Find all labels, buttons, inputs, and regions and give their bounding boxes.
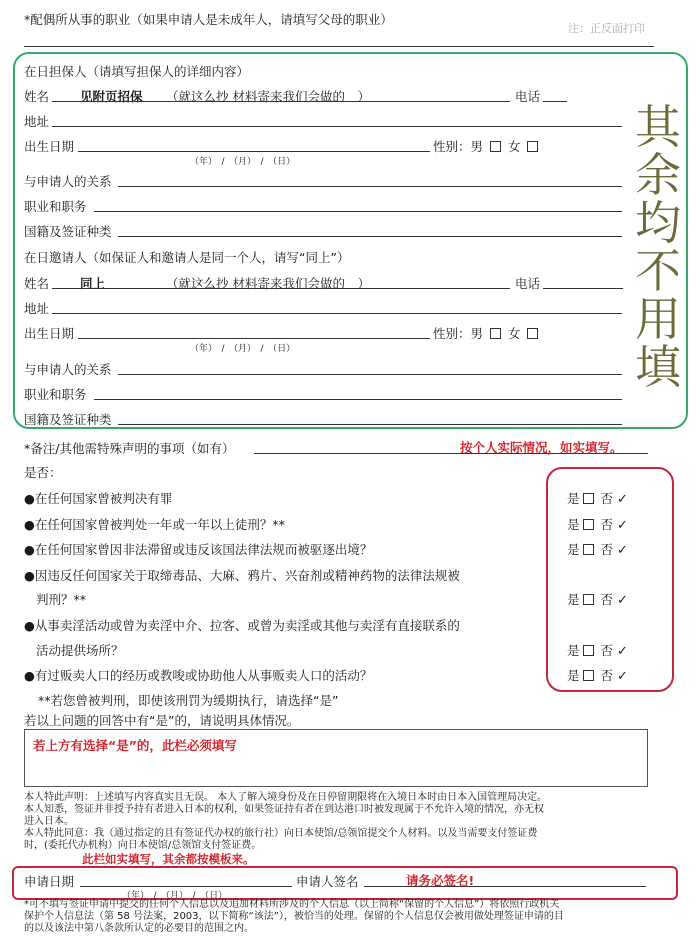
question-1: ●在任何国家曾被判决有罪 <box>24 491 173 506</box>
inviter-birth-date-sub: （年） / （月） / （日） <box>190 344 296 354</box>
suspended-sentence-note: **若您曾被判刑，即使该刑罚为缓期执行，请选择“是” <box>38 693 339 708</box>
side-note-char: 均 <box>635 196 681 250</box>
guarantor-birth-field[interactable] <box>78 151 430 152</box>
explain-note: 若以上问题的回答中有“是”的，请说明具体情况。 <box>24 713 300 728</box>
question-2: ●在任何国家曾被判处一年或一年以上徒刑？** <box>24 517 285 532</box>
gender-female-checkbox[interactable] <box>527 328 538 339</box>
no-check-mark[interactable]: ✓ <box>617 669 628 684</box>
answer-row-5 <box>567 641 628 659</box>
question-4-cont: 判刑？** <box>36 592 87 607</box>
guarantor-title: 在日担保人（请填写担保人的详细内容） <box>24 64 250 79</box>
yes-label: 是 <box>567 643 580 658</box>
guarantor-name-field[interactable] <box>52 101 510 102</box>
declaration-line-1: 本人特此声明：上述填写内容真实且无误。 本人了解入境身份及在日停留期限将在入境日本时由日本入国管理局决定。 <box>24 792 548 803</box>
side-note-char: 填 <box>635 340 681 394</box>
answer-row-3 <box>567 540 628 558</box>
question-4: ●因违反任何国家关于取缔毒品、大麻、鸦片、兴奋剂或精神药物的法律法规被 <box>24 568 460 583</box>
gender-male-label: 性别：男 <box>433 139 484 154</box>
guarantor-phone-label: 电话 <box>515 89 541 104</box>
guarantor-nation-label: 国籍及签证种类 <box>24 224 112 239</box>
guarantor-name-value: 见附页招保 <box>80 89 143 104</box>
no-label: 否 <box>600 491 614 506</box>
inviter-address-field[interactable] <box>52 313 622 314</box>
inviter-relation-label: 与申请人的关系 <box>24 362 112 377</box>
no-label: 否 <box>600 542 614 557</box>
declaration-line-3: 进入日本。 <box>24 816 74 827</box>
explanation-box[interactable] <box>24 729 648 787</box>
inviter-gender-row <box>433 324 541 342</box>
answer-row-2 <box>567 515 628 533</box>
footer-line-2: 保护个人信息法（第 58 号法案，2003，以下简称“该法”），被恰当的处理。保留的个人信息仅会被用做处理签证申请的目 <box>24 911 564 922</box>
no-label: 否 <box>600 517 614 532</box>
inviter-relation-field[interactable] <box>118 374 622 375</box>
inviter-nation-field[interactable] <box>118 424 622 425</box>
applicant-signature-label: 申请人签名 <box>296 874 359 889</box>
no-check-mark[interactable]: ✓ <box>617 593 628 608</box>
guarantor-name-label: 姓名 <box>24 89 50 104</box>
questions-intro: 是否： <box>24 465 62 480</box>
spouse-occupation-field[interactable] <box>24 46 654 47</box>
inviter-job-label: 职业和职务 <box>24 387 87 402</box>
yes-checkbox[interactable] <box>583 594 594 605</box>
side-note-vertical <box>628 100 688 394</box>
inviter-job-field[interactable] <box>94 399 622 400</box>
gender-female-label: 女 <box>507 139 521 154</box>
gender-male-checkbox[interactable] <box>490 328 501 339</box>
declaration-line-4: 本人特此同意：我（通过指定的且有签证代办权的旅行社）向日本使馆/总领馆提交个人材料。以及当需要支付签证费 <box>24 828 538 839</box>
guarantor-address-label: 地址 <box>24 114 50 129</box>
guarantor-gender-row <box>433 137 541 155</box>
yes-checkbox[interactable] <box>583 519 594 530</box>
no-check-mark[interactable]: ✓ <box>617 492 628 507</box>
yes-label: 是 <box>567 542 580 557</box>
application-date-sub: （年） / （月） / （日） <box>122 891 228 901</box>
yes-checkbox[interactable] <box>583 670 594 681</box>
yes-checkbox[interactable] <box>583 645 594 656</box>
yes-label: 是 <box>567 491 580 506</box>
application-date-field[interactable] <box>80 886 292 887</box>
side-note-char: 其 <box>635 100 681 154</box>
application-date-label: 申请日期 <box>24 874 75 889</box>
guarantor-job-field[interactable] <box>94 211 622 212</box>
remarks-label: *备注/其他需特殊声明的事项（如有） <box>24 441 235 456</box>
question-3: ●在任何国家曾因非法滞留或违反该国法律法规而被驱逐出境？ <box>24 542 373 557</box>
answer-row-1 <box>567 489 628 507</box>
yes-label: 是 <box>567 668 580 683</box>
side-note-char: 不 <box>635 244 681 298</box>
yes-checkbox[interactable] <box>583 544 594 555</box>
inviter-birth-label: 出生日期 <box>24 326 75 341</box>
no-check-mark[interactable]: ✓ <box>617 644 628 659</box>
answer-row-4 <box>567 590 628 608</box>
question-6: ●有过贩卖人口的经历或教唆或协助他人从事贩卖人口的活动？ <box>24 668 373 683</box>
inviter-birth-field[interactable] <box>78 338 430 339</box>
yes-checkbox[interactable] <box>583 493 594 504</box>
explanation-box-note: 若上方有选择“是”的，此栏必须填写 <box>33 738 237 753</box>
side-note-char: 用 <box>635 292 681 346</box>
no-label: 否 <box>600 668 614 683</box>
gender-female-checkbox[interactable] <box>527 141 538 152</box>
inviter-address-label: 地址 <box>24 301 50 316</box>
inviter-nation-label: 国籍及签证种类 <box>24 412 112 427</box>
guarantor-nation-field[interactable] <box>118 236 622 237</box>
answer-row-6 <box>567 666 628 684</box>
guarantor-address-field[interactable] <box>52 126 622 127</box>
inviter-name-field[interactable] <box>52 288 510 289</box>
question-5: ●从事卖淫活动或曾为卖淫中介、拉客、或曾为卖淫或其他与卖淫有直接联系的 <box>24 618 460 633</box>
gender-female-label: 女 <box>507 326 521 341</box>
guarantor-relation-label: 与申请人的关系 <box>24 174 112 189</box>
no-check-mark[interactable]: ✓ <box>617 543 628 558</box>
remarks-value: 按个人实际情况，如实填写。 <box>460 440 623 455</box>
inviter-name-note: （就这么抄 材料寄来我们会做的 ） <box>166 276 370 291</box>
no-check-mark[interactable]: ✓ <box>617 518 628 533</box>
declaration-line-5: 时，(委托代办机构）向日本使馆/总领馆支付签证费。 <box>24 840 262 851</box>
declaration-red-note: 此栏如实填写，其余都按模板来。 <box>82 852 255 866</box>
guarantor-job-label: 职业和职务 <box>24 199 87 214</box>
no-label: 否 <box>600 592 614 607</box>
spouse-occupation-label: *配偶所从事的职业（如果申请人是未成年人，请填写父母的职业） <box>24 12 393 27</box>
question-5-cont: 活动提供场所？ <box>36 643 124 658</box>
inviter-phone-field[interactable] <box>543 288 623 289</box>
declaration-line-2: 本人知悉，签证并非授予持有者进入日本的权利，如果签证持有者在到达港口时被发现属于不允许入境的情况，亦无权 <box>24 804 544 815</box>
side-note-char: 余 <box>635 148 681 202</box>
gender-male-checkbox[interactable] <box>490 141 501 152</box>
print-note: 注：正反面打印 <box>568 22 645 35</box>
guarantor-name-note: （就这么抄 材料寄来我们会做的 ） <box>166 89 370 104</box>
inviter-phone-label: 电话 <box>515 276 541 291</box>
inviter-name-value: 同上 <box>80 276 106 291</box>
inviter-title: 在日邀请人（如保证人和邀请人是同一个人，请写“同上”） <box>24 250 350 265</box>
yes-label: 是 <box>567 517 580 532</box>
guarantor-phone-field[interactable] <box>543 101 567 102</box>
yes-label: 是 <box>567 592 580 607</box>
applicant-signature-note: 请务必签名! <box>406 873 475 888</box>
guarantor-relation-field[interactable] <box>118 186 622 187</box>
gender-male-label: 性别：男 <box>433 326 484 341</box>
guarantor-inviter-section <box>13 52 688 429</box>
footer-line-3: 的以及该法中第八条款所认定的必要目的范围之内。 <box>24 923 254 934</box>
no-label: 否 <box>600 643 614 658</box>
guarantor-birth-date-sub: （年） / （月） / （日） <box>190 157 296 167</box>
guarantor-birth-label: 出生日期 <box>24 139 75 154</box>
footer-line-1: *可不填写签证申请中提交的任何个人信息以及追加材料所涉及的个人信息（以上简称“保留的个人信息”）将依照行政机关 <box>24 899 560 910</box>
inviter-name-label: 姓名 <box>24 276 50 291</box>
